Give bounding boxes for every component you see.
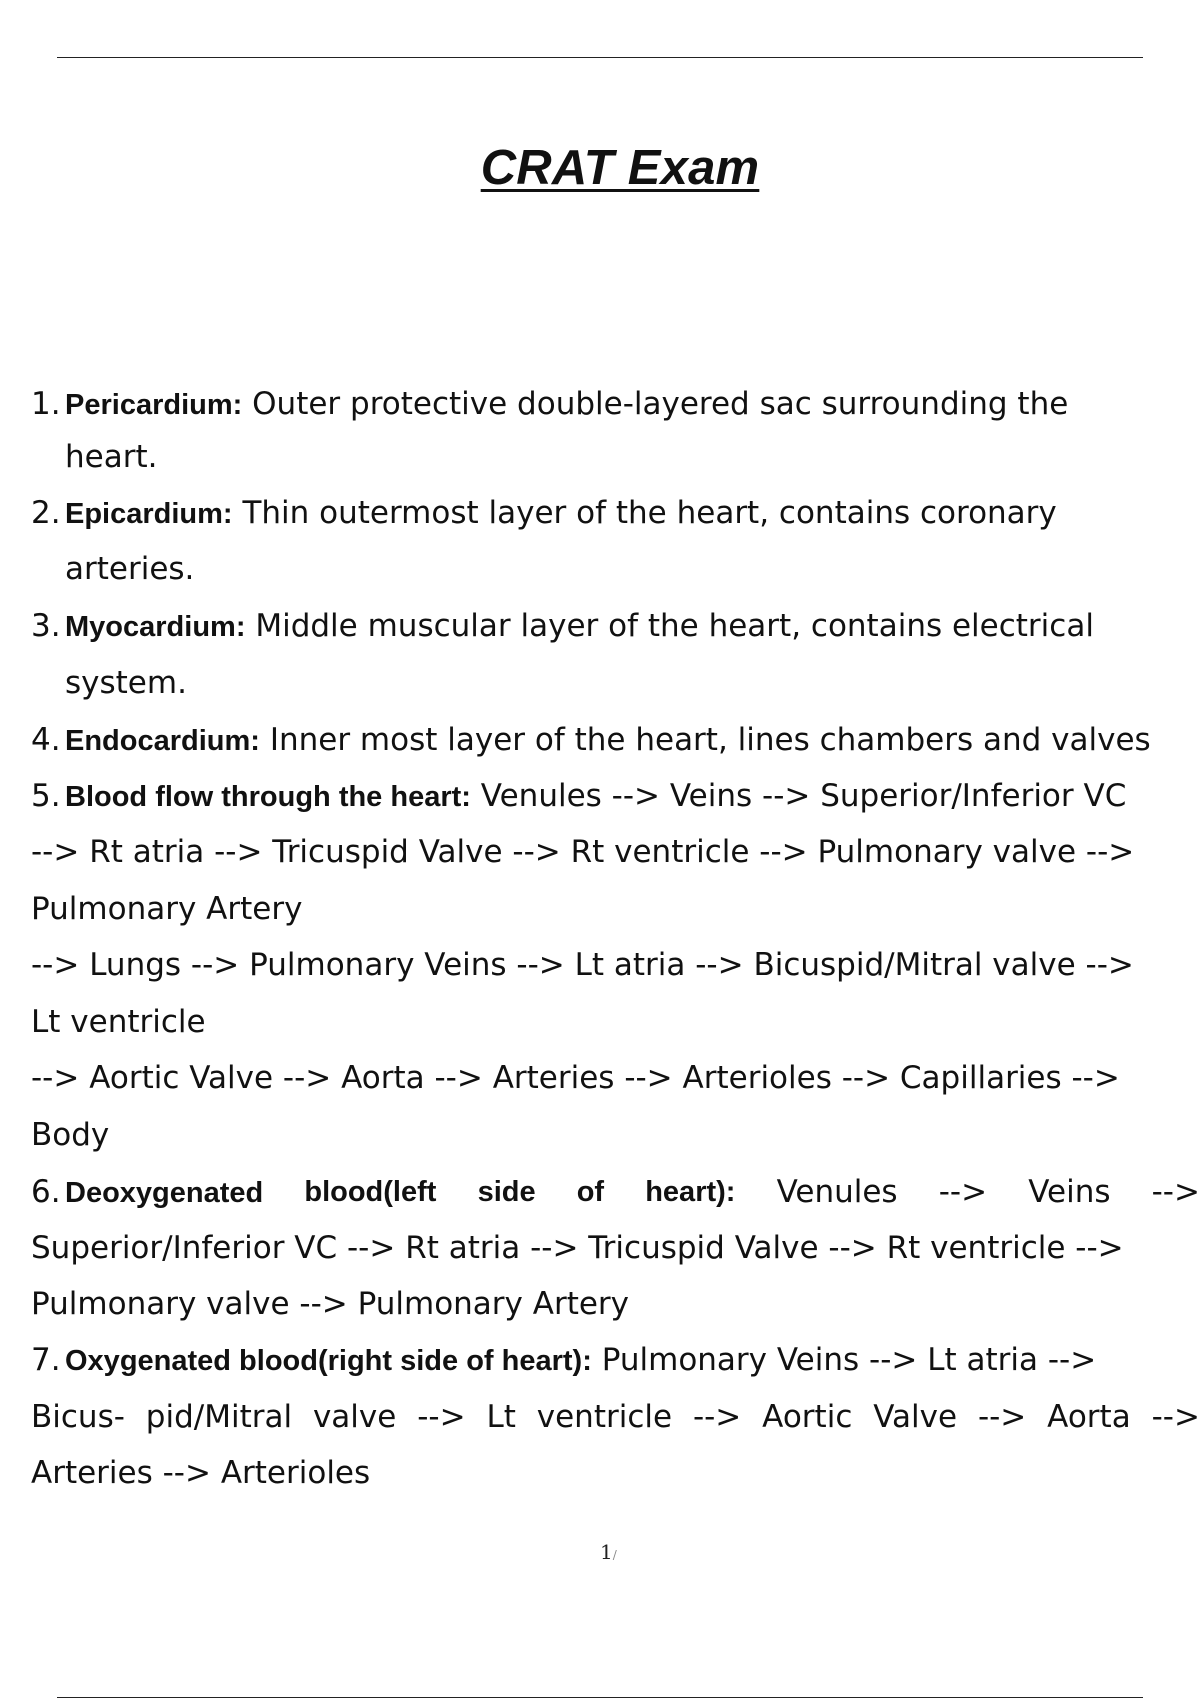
bottom-rule — [57, 1697, 1143, 1698]
list-item — [31, 485, 1200, 543]
flow-word: Bicus- — [31, 1399, 125, 1435]
list-item — [31, 376, 1200, 434]
flow-line: Superior/Inferior VC --> Rt atria --> Tricuspid Valve --> Rt ventricle --> — [31, 1230, 1124, 1266]
definition: Pulmonary Veins --> Lt atria --> — [591, 1342, 1097, 1378]
list-number: 4. — [31, 722, 61, 758]
flow-word: Aortic — [762, 1399, 853, 1435]
page-number-suffix: / — [612, 1548, 617, 1562]
definition-continuation: system. — [65, 665, 187, 701]
page-number-value: 1 — [600, 1540, 613, 1564]
list-number: 3. — [31, 608, 61, 644]
flow-word: --> — [1151, 1399, 1200, 1435]
definition-word: --> — [1151, 1174, 1200, 1210]
list-item — [31, 598, 1200, 656]
list-item — [31, 712, 1200, 770]
list-number: 5. — [31, 778, 61, 814]
term: Blood flow through the heart: — [65, 781, 471, 813]
definition-word: Veins — [1028, 1174, 1111, 1210]
term: Endocardium: — [65, 725, 260, 757]
list-item — [31, 1164, 1200, 1222]
flow-line: Pulmonary valve --> Pulmonary Artery — [31, 1286, 630, 1322]
term-word: blood(left — [304, 1176, 437, 1208]
flow-line: Pulmonary Artery — [31, 891, 303, 927]
flow-line: --> Lungs --> Pulmonary Veins --> Lt atria --> Bicuspid/Mitral valve --> — [31, 947, 1134, 983]
page-title: CRAT Exam — [480, 141, 760, 195]
definition: Middle muscular layer of the heart, contains electrical — [245, 608, 1094, 644]
term: Epicardium: — [65, 498, 233, 530]
definition-continuation: arteries. — [65, 551, 195, 587]
list-number: 6. — [31, 1174, 61, 1210]
flow-word: Valve — [873, 1399, 958, 1435]
flow-word: --> — [417, 1399, 466, 1435]
flow-word: --> — [692, 1399, 742, 1435]
flow-line-justified — [31, 1389, 1200, 1446]
list-number-term-1 — [31, 1164, 263, 1222]
list-item — [31, 1332, 1200, 1390]
list-item — [31, 768, 1200, 826]
term-word: of — [576, 1176, 605, 1208]
definition: Outer protective double-layered sac surrounding the — [242, 386, 1069, 422]
list-number: 2. — [31, 495, 61, 531]
flow-line: Lt ventricle — [31, 1004, 206, 1040]
list-number: 7. — [31, 1342, 61, 1378]
flow-word: pid/Mitral — [145, 1399, 293, 1435]
definition-word: --> — [938, 1174, 988, 1210]
term: Myocardium: — [65, 611, 246, 643]
flow-word: --> — [977, 1399, 1027, 1435]
definition: Venules --> Veins --> Superior/Inferior VC — [470, 778, 1127, 814]
flow-line: Body — [31, 1117, 110, 1153]
flow-word: Aorta — [1047, 1399, 1131, 1435]
flow-line: --> Aortic Valve --> Aorta --> Arteries --> Arterioles --> Capillaries --> — [31, 1060, 1120, 1096]
term-word: Deoxygenated — [65, 1177, 264, 1209]
list-number: 1. — [31, 386, 61, 422]
top-rule — [57, 57, 1143, 58]
definition-word: Venules — [776, 1174, 898, 1210]
flow-word: Lt — [486, 1399, 516, 1435]
flow-word: valve — [312, 1399, 397, 1435]
definition-continuation: heart. — [65, 439, 158, 475]
definition: Thin outermost layer of the heart, contains coronary — [232, 495, 1057, 531]
term: Oxygenated blood(right side of heart): — [65, 1345, 592, 1377]
flow-line: --> Rt atria --> Tricuspid Valve --> Rt ventricle --> Pulmonary valve --> — [31, 834, 1135, 870]
term-word: heart): — [645, 1176, 736, 1208]
page-number — [600, 1540, 617, 1564]
term: Pericardium: — [65, 389, 243, 421]
definition: Inner most layer of the heart, lines chambers and valves — [259, 722, 1151, 758]
flow-line: Arteries --> Arterioles — [31, 1455, 371, 1491]
flow-word: ventricle — [536, 1399, 673, 1435]
term-word: side — [477, 1176, 536, 1208]
